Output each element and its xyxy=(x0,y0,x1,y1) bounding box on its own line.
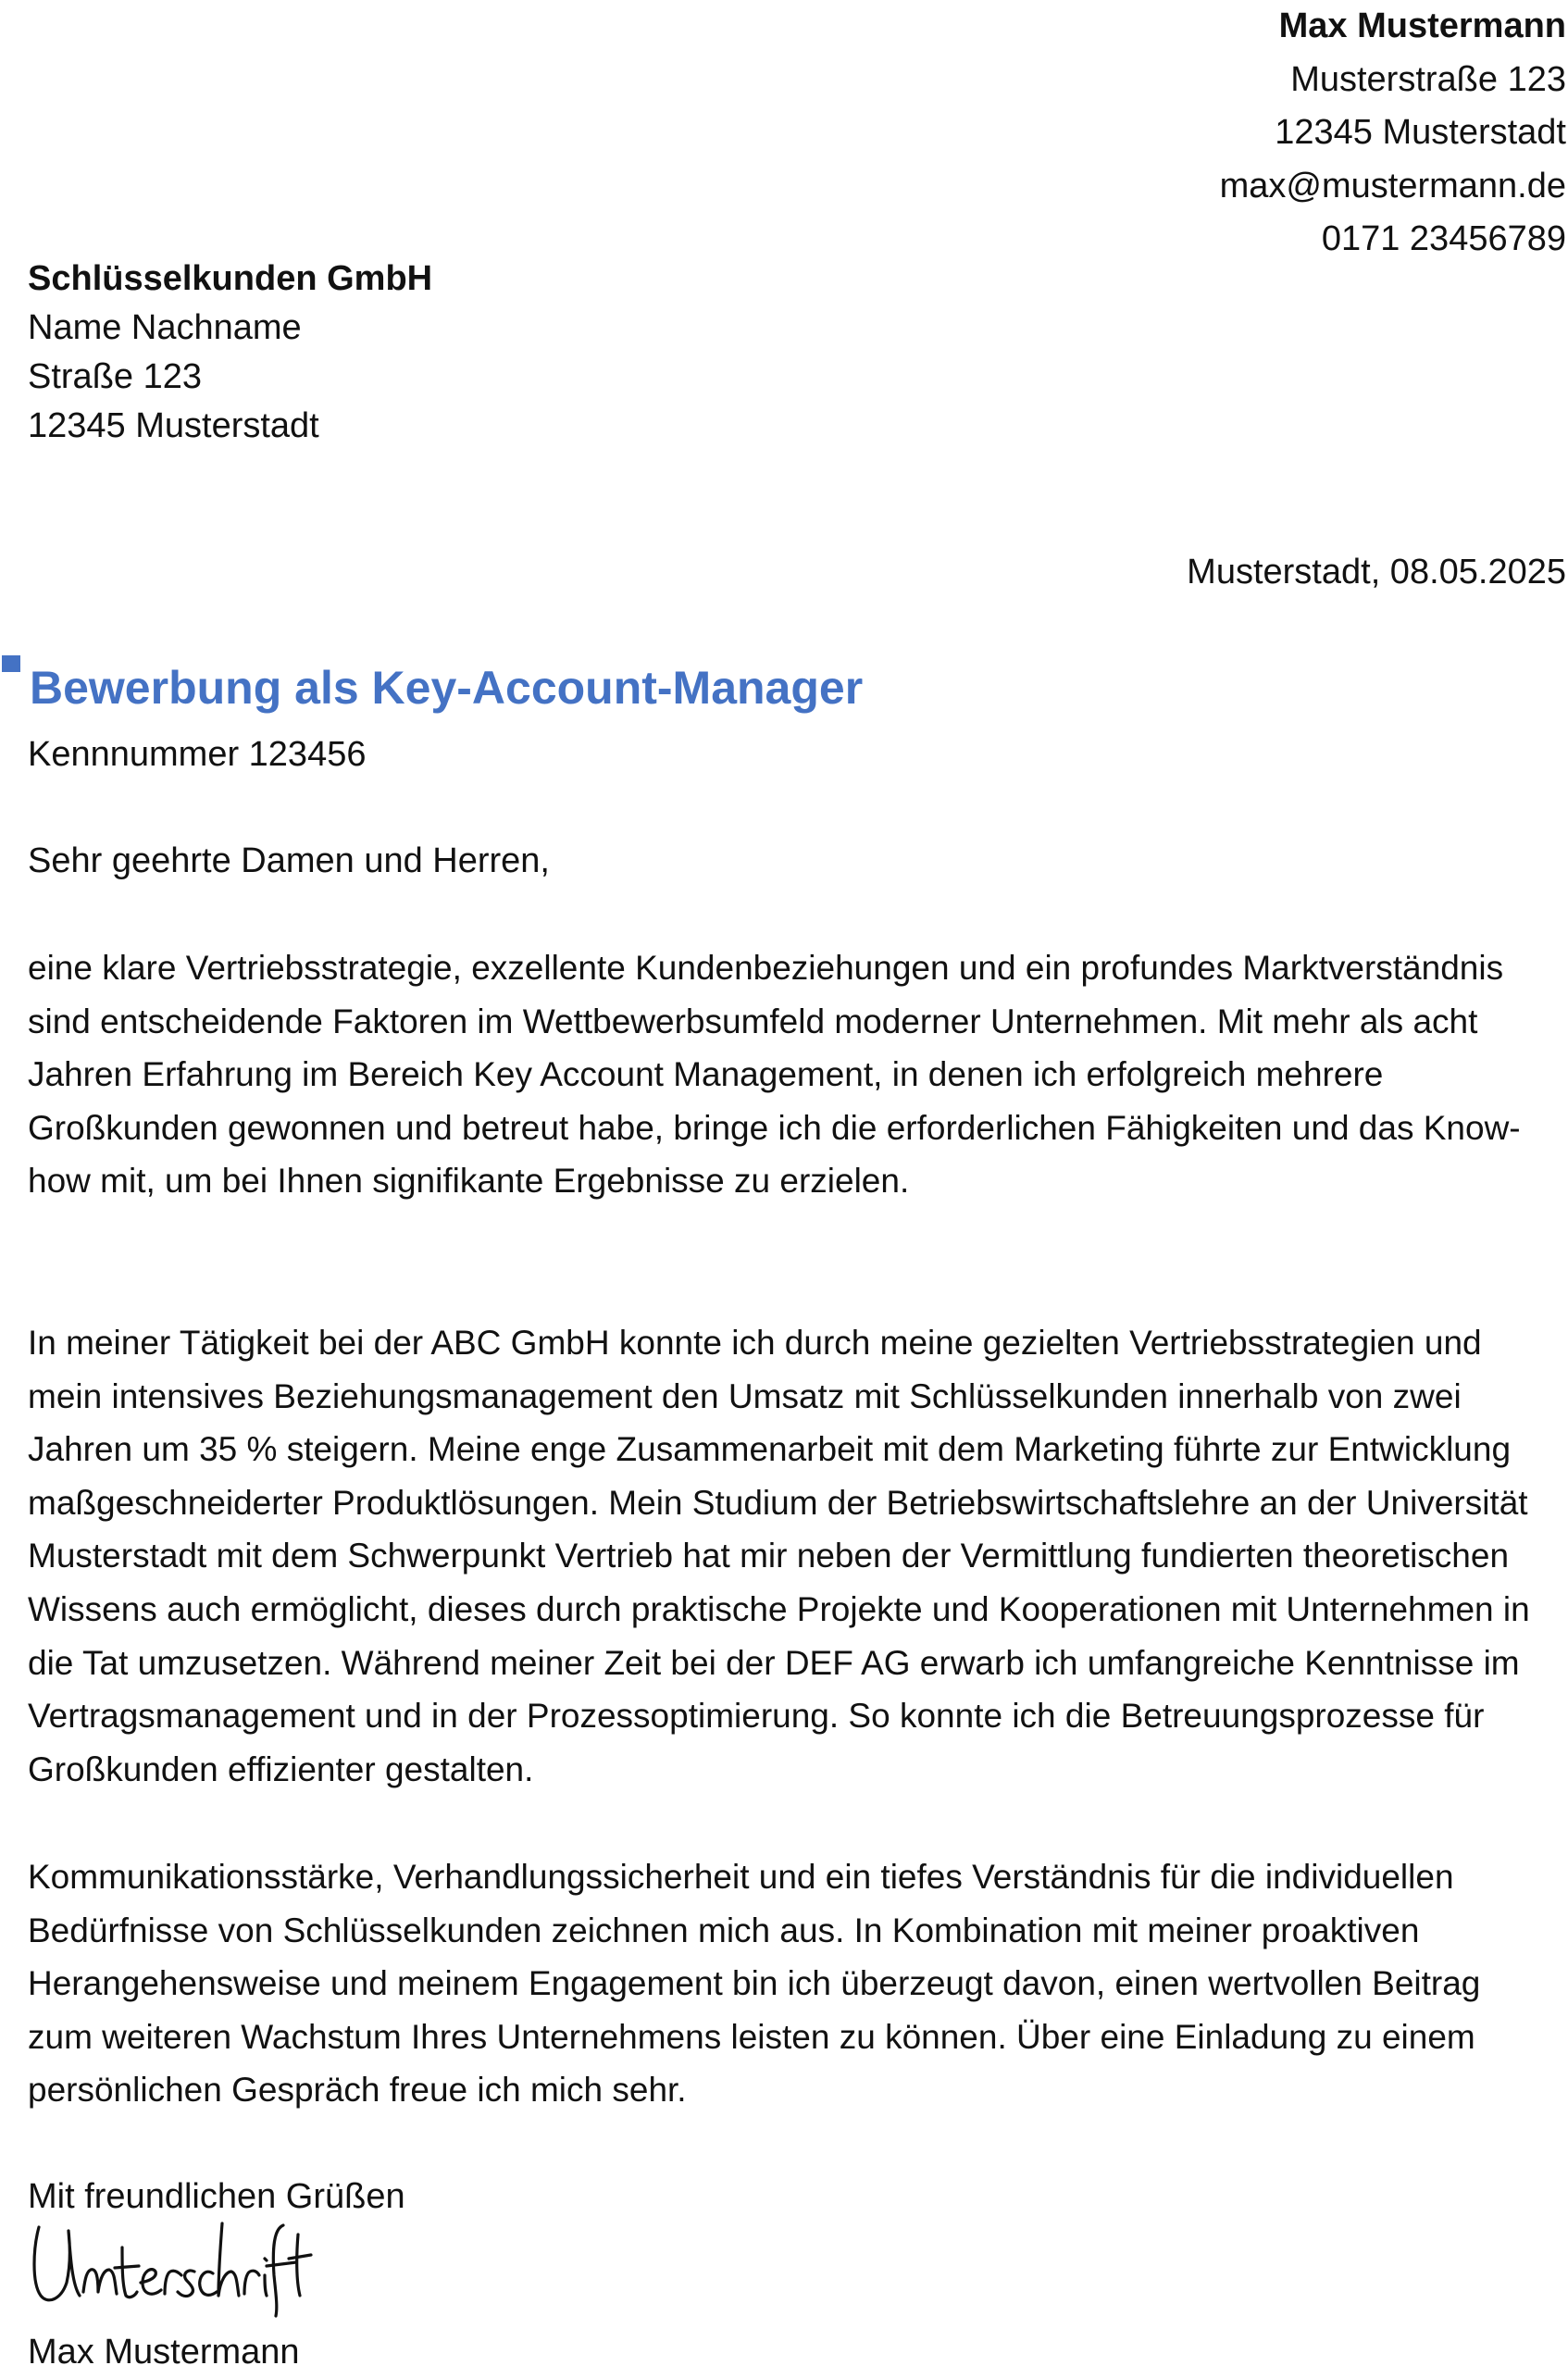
sender-phone: 0171 23456789 xyxy=(1321,219,1566,258)
heading-marker xyxy=(2,655,20,672)
sender-name: Max Mustermann xyxy=(1278,6,1566,45)
signer-name: Max Mustermann xyxy=(28,2333,300,2372)
sender-street: Musterstraße 123 xyxy=(1290,59,1566,99)
body-paragraph-1: eine klare Vertriebsstrategie, exzellente Kundenbeziehungen und ein profundes Marktverständnis sind entscheidende Faktoren im Wettbewerbsumfeld moderner Unternehmen. Mit mehr als acht Jahren Erfahrung im Bereich Key Account Management, in denen ich erfolgreich mehrere Großkunden gewonnen und betreut habe, bringe ich die erforderlichen Fähigkeiten und das Know-how mit, um bei Ihnen signifikante Ergebnisse zu erzielen. xyxy=(28,949,1521,1201)
recipient-block xyxy=(28,255,432,451)
signature-image xyxy=(28,2210,324,2322)
recipient-city: 12345 Musterstadt xyxy=(28,406,319,445)
recipient-company: Schlüsselkunden GmbH xyxy=(28,259,433,298)
sender-block xyxy=(733,0,1566,267)
recipient-contact: Name Nachname xyxy=(28,308,302,347)
reference-number: Kennnummer 123456 xyxy=(28,735,367,774)
subject-heading: Bewerbung als Key-Account-Manager xyxy=(30,662,864,714)
sender-city: 12345 Musterstadt xyxy=(1275,113,1566,152)
sender-email: max@mustermann.de xyxy=(1219,166,1566,205)
salutation: Sehr geehrte Damen und Herren, xyxy=(28,841,550,880)
date-line: Musterstadt, 08.05.2025 xyxy=(1187,553,1566,591)
body-paragraph-2: In meiner Tätigkeit bei der ABC GmbH konnte ich durch meine gezielten Vertriebsstrategien und mein intensives Beziehungsmanagement den Umsatz mit Schlüsselkunden innerhalb von zwei Jahren um 35 % steigern. Meine enge Zusammenarbeit mit dem Marketing führte zur Entwicklung maßgeschneiderter Produktlösungen. Mein Studium der Betriebswirtschaftslehre an der Universität Musterstadt mit dem Schwerpunkt Vertrieb hat mir neben der Vermittlung fundierten theoretischen Wissens auch ermöglicht, dieses durch praktische Projekte und Kooperationen mit Unternehmen in die Tat umzusetzen. Während meiner Zeit bei der DEF AG erwarb ich umfangreiche Kenntnisse im Vertragsmanagement und in der Prozessoptimierung. So konnte ich die Betreuungsprozesse für Großkunden effizienter gestalten. xyxy=(28,1324,1530,1788)
recipient-street: Straße 123 xyxy=(28,357,202,396)
closing: Mit freundlichen Grüßen xyxy=(28,2177,405,2216)
body-paragraph-3: Kommunikationsstärke, Verhandlungssicherheit und ein tiefes Verständnis für die individuellen Bedürfnisse von Schlüsselkunden zeichnen mich aus. In Kombination mit meiner proaktiven Herangehensweise und meinem Engagement bin ich überzeugt davon, einen wertvollen Beitrag zum weiteren Wachstum Ihres Unternehmens leisten zu können. Über eine Einladung zu einem persönlichen Gespräch freue ich mich sehr. xyxy=(28,1858,1481,2110)
